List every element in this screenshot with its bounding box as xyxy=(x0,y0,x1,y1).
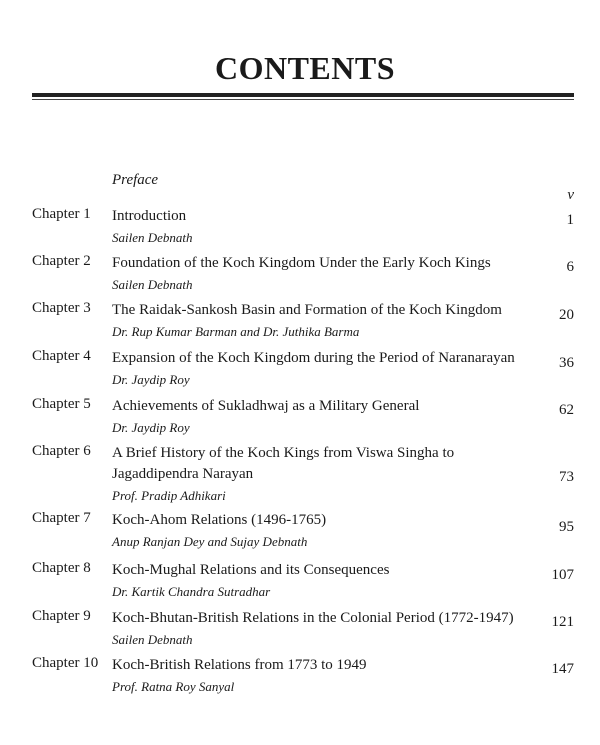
entry-author: Sailen Debnath xyxy=(112,230,193,245)
table-of-contents xyxy=(32,170,574,702)
chapter-label: Chapter 2 xyxy=(32,253,91,269)
entry-title: Achievements of Sukladhwaj as a Military General xyxy=(112,398,420,414)
entry-author: Prof. Ratna Roy Sanyal xyxy=(112,679,235,694)
chapter-label: Chapter 4 xyxy=(32,348,91,364)
chapter-label: Chapter 5 xyxy=(32,396,91,412)
toc-entry xyxy=(32,560,574,608)
chapter-label: Chapter 9 xyxy=(32,608,91,624)
entry-page: 107 xyxy=(551,567,574,583)
entry-author: Dr. Jaydip Roy xyxy=(112,372,190,387)
entry-author: Anup Ranjan Dey and Sujay Debnath xyxy=(112,534,308,549)
entry-page: 95 xyxy=(559,519,574,535)
entry-page: 73 xyxy=(559,469,574,485)
entry-title: Foundation of the Koch Kingdom Under the Early Koch Kings xyxy=(112,255,491,271)
chapter-label: Chapter 7 xyxy=(32,510,91,526)
chapter-label: Chapter 6 xyxy=(32,443,91,459)
toc-entry xyxy=(32,510,574,560)
toc-entry xyxy=(32,655,574,702)
entry-author: Dr. Rup Kumar Barman and Dr. Juthika Barma xyxy=(112,324,360,339)
entry-page: v xyxy=(567,187,574,203)
toc-entry xyxy=(32,253,574,300)
entry-page: 62 xyxy=(559,402,574,418)
entry-page: 36 xyxy=(559,355,574,371)
toc-entry xyxy=(32,206,574,253)
entry-author: Dr. Jaydip Roy xyxy=(112,420,190,435)
entry-author: Sailen Debnath xyxy=(112,277,193,292)
toc-entry xyxy=(32,396,574,443)
entry-page: 147 xyxy=(551,661,574,677)
entry-title: Koch-Bhutan-British Relations in the Colonial Period (1772-1947) xyxy=(112,610,514,626)
entry-title: Introduction xyxy=(112,208,187,224)
chapter-label: Chapter 10 xyxy=(32,655,99,671)
title-rule-thick xyxy=(32,93,574,97)
entry-title: A Brief History of the Koch Kings from Viswa Singha to xyxy=(112,445,455,461)
toc-entry xyxy=(32,608,574,655)
entry-author: Prof. Pradip Adhikari xyxy=(112,488,226,503)
entry-title: Koch-Ahom Relations (1496-1765) xyxy=(112,512,327,528)
page-title: CONTENTS xyxy=(214,50,396,86)
entry-page: 6 xyxy=(566,259,574,275)
entry-author: Sailen Debnath xyxy=(112,632,193,647)
chapter-label: Chapter 3 xyxy=(32,300,91,316)
entry-title: Koch-Mughal Relations and its Consequences xyxy=(112,562,390,578)
entry-title: Koch-British Relations from 1773 to 1949 xyxy=(112,657,367,673)
entry-title: The Raidak-Sankosh Basin and Formation of the Koch Kingdom xyxy=(112,302,502,318)
chapter-label: Chapter 8 xyxy=(32,560,91,576)
toc-entry xyxy=(32,348,574,396)
entry-title-continued: Jagaddipendra Narayan xyxy=(112,466,254,482)
entry-page: 20 xyxy=(559,307,574,323)
toc-entry xyxy=(32,300,574,348)
title-rule-thin xyxy=(32,99,574,100)
entry-page: 121 xyxy=(551,614,574,630)
entry-author: Dr. Kartik Chandra Sutradhar xyxy=(112,584,271,599)
entry-page: 1 xyxy=(566,212,574,228)
chapter-label: Chapter 1 xyxy=(32,206,91,222)
toc-entry-preface xyxy=(32,170,574,206)
toc-entry xyxy=(32,443,574,510)
entry-title: Expansion of the Koch Kingdom during the Period of Naranarayan xyxy=(112,350,515,366)
entry-title: Preface xyxy=(112,172,159,188)
